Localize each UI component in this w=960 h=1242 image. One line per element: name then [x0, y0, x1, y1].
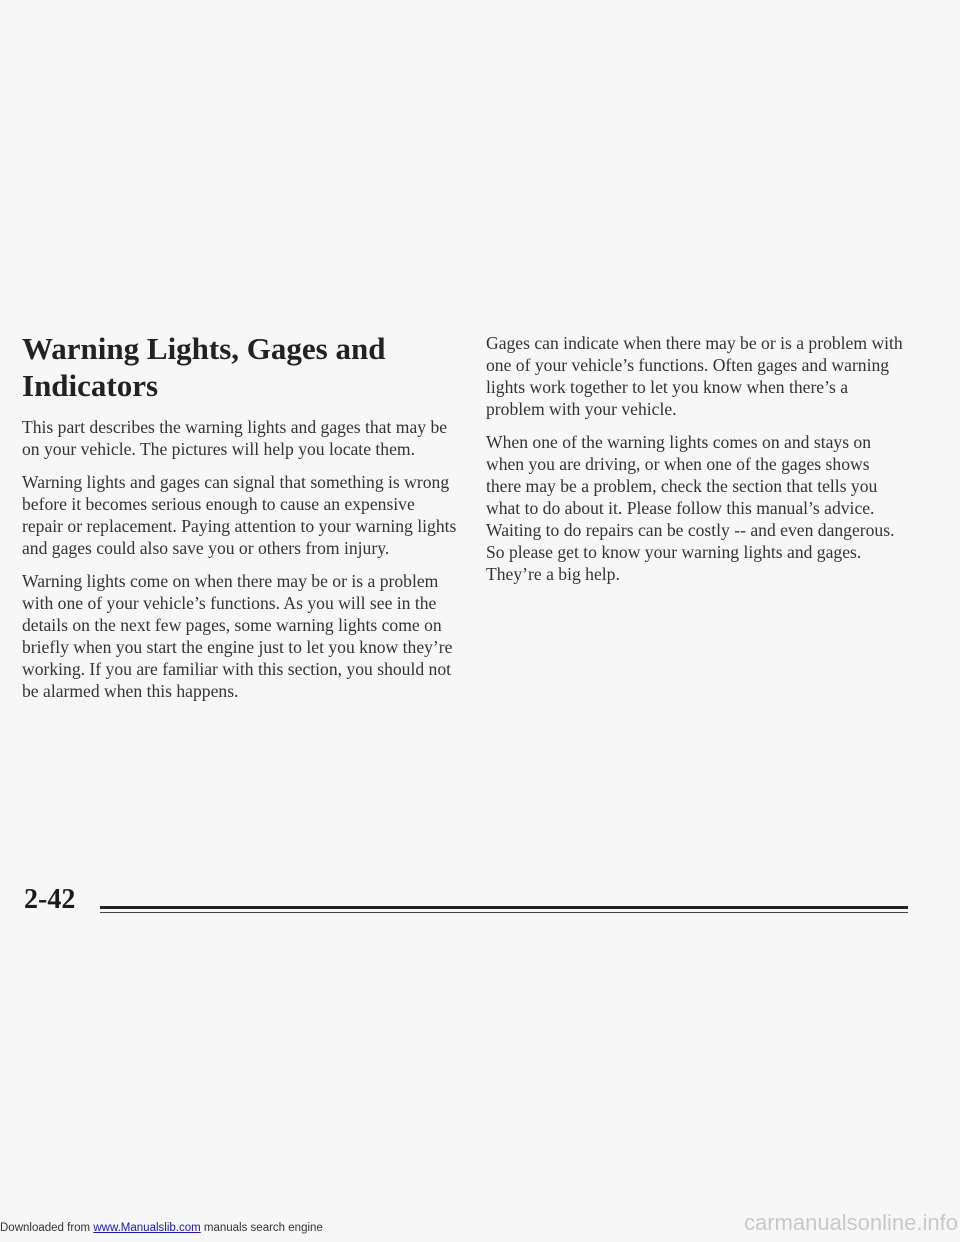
right-column [486, 332, 906, 596]
site-watermark: carmanualsonline.info [743, 1210, 958, 1235]
paragraph: Warning lights come on when there may be or is a problem with one of your vehicle’s functions. As you will see in the details on the next few pages, some warning lights come on briefly when you start the engine just to let you know they’re working. If you are familiar with this section, you should not be alarmed when this happens. [22, 571, 453, 701]
paragraph: Gages can indicate when there may be or is a problem with one of your vehicle’s functions. Often gages and warning lights work together to let you know when there’s a problem with your vehicle. [486, 333, 903, 419]
section-title: Warning Lights, Gages and Indicators [22, 331, 386, 403]
download-prefix: Downloaded from [0, 1222, 94, 1234]
paragraph: Warning lights and gages can signal that something is wrong before it becomes serious enough to cause an expensive repair or replacement. Paying attention to your warning lights and gages could also save you or others from injury. [22, 472, 457, 558]
paragraph: When one of the warning lights comes on and stays on when you are driving, or when one of the gages shows there may be a problem, check the section that tells you what to do about it. Please follow this manual’s advice. Waiting to do repairs can be costly -- and even dangerous. So please get to know your warning lights and gages. They’re a big help. [486, 432, 895, 584]
footer-divider [100, 906, 908, 909]
left-column [22, 330, 457, 713]
footer-divider-thin [100, 912, 908, 913]
manualslib-link[interactable]: www.Manualslib.com [93, 1222, 201, 1234]
download-banner [0, 1222, 323, 1234]
download-suffix: manuals search engine [200, 1222, 323, 1234]
paragraph: This part describes the warning lights and gages that may be on your vehicle. The pictures will help you locate them. [22, 417, 448, 459]
page-number: 2-42 [24, 884, 76, 915]
